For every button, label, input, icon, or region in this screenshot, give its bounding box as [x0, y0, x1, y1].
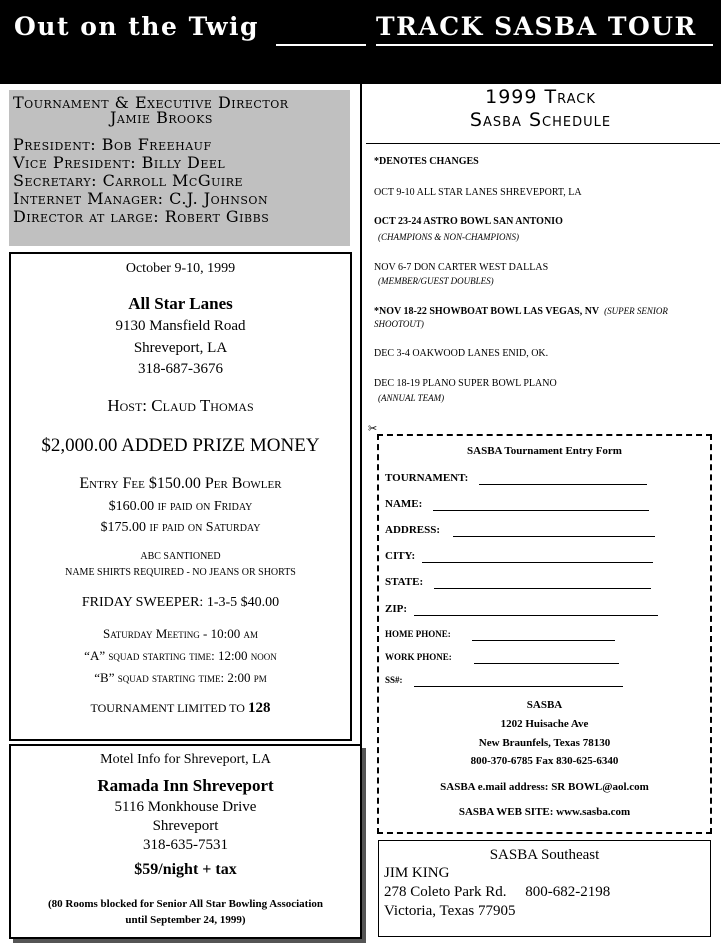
schedule-item-note: (ANNUAL TEAM)	[378, 393, 445, 403]
schedule-item: OCT 23-24 ASTRO BOWL SAN ANTONIO	[374, 216, 563, 227]
southeast-address: 278 Coleto Park Rd. 800-682-2198	[384, 884, 611, 900]
header-rule	[276, 44, 366, 46]
form-label-work-phone: WORK PHONE:	[385, 652, 452, 662]
tournament-field[interactable]	[479, 484, 647, 485]
motel-phone: 318-635-7531	[143, 837, 228, 853]
southeast-name: JIM KING	[384, 865, 450, 881]
director-name: Jamie Brooks	[110, 108, 213, 127]
event-date: October 9-10, 1999	[125, 261, 236, 276]
page-header	[0, 0, 721, 84]
form-label-tournament: TOURNAMENT:	[385, 472, 469, 484]
header-rule-right	[376, 44, 713, 46]
form-street: 1202 Huisache Ave	[500, 718, 589, 730]
motel-note-line2: until September 24, 1999)	[125, 914, 246, 926]
tournament-limit	[11, 701, 350, 716]
schedule-item: DEC 3-4 OAKWOOD LANES ENID, OK.	[374, 348, 549, 359]
officers-box	[9, 90, 350, 246]
host-line: Host: Claud Thomas	[107, 396, 254, 415]
form-label-home-phone: HOME PHONE:	[385, 629, 451, 639]
schedule-item: DEC 18-19 PLANO SUPER BOWL PLANO	[374, 378, 557, 389]
director-at-large-line: Director at large: Robert Gibbs	[13, 207, 270, 226]
motel-name: Ramada Inn Shreveport	[97, 776, 274, 795]
header-left-title: Out on the Twig	[14, 12, 259, 41]
home-phone-field[interactable]	[472, 640, 615, 641]
friday-sweeper: FRIDAY SWEEPER: 1-3-5 $40.00	[81, 595, 280, 610]
form-website: SASBA WEB SITE: www.sasba.com	[458, 806, 631, 818]
work-phone-field[interactable]	[474, 663, 619, 664]
motel-address: 5116 Monkhouse Drive	[114, 799, 257, 815]
fee-friday: $160.00 if paid on Friday	[108, 499, 253, 514]
schedule-item-note: (CHAMPIONS & NON-CHAMPIONS)	[378, 232, 519, 242]
vice-president-line: Vice President: Billy Deel	[13, 153, 226, 172]
schedule-item-note: (SUPER SENIOR	[604, 306, 668, 316]
header-right-title: TRACK SASBA TOUR	[376, 12, 697, 41]
motel-heading: Motel Info for Shreveport, LA	[100, 752, 271, 767]
southeast-heading: SASBA Southeast	[489, 847, 600, 863]
tournament-limit-number: 128	[247, 700, 271, 716]
tournament-info-box	[9, 252, 352, 741]
entry-form	[377, 434, 712, 834]
name-field[interactable]	[433, 510, 649, 511]
dress-code: NAME SHIRTS REQUIRED - NO JEANS OR SHORTS	[65, 567, 296, 578]
zip-field[interactable]	[414, 615, 658, 616]
changes-note: *DENOTES CHANGES	[374, 156, 479, 167]
schedule-item-note: SHOOTOUT)	[374, 319, 424, 329]
entry-fee: Entry Fee $150.00 Per Bowler	[79, 475, 282, 492]
southeast-contact-box	[378, 840, 711, 937]
schedule-item: OCT 9-10 ALL STAR LANES SHREVEPORT, LA	[374, 187, 582, 198]
motel-info-box	[9, 744, 362, 939]
venue-name: All Star Lanes	[128, 294, 233, 313]
schedule-item-note: (MEMBER/GUEST DOUBLES)	[378, 276, 494, 286]
schedule-item: NOV 6-7 DON CARTER WEST DALLAS	[374, 262, 549, 273]
venue-city: Shreveport, LA	[133, 340, 228, 356]
tournament-limit-label: TOURNAMENT LIMITED TO	[90, 701, 248, 715]
squad-b-time: “B” squad starting time: 2:00 pm	[94, 670, 267, 685]
form-email: SASBA e.mail address: SR BOWL@aol.com	[440, 781, 649, 793]
form-phones: 800-370-6785 Fax 830-625-6340	[470, 755, 619, 767]
venue-phone: 318-687-3676	[138, 361, 223, 377]
schedule-item-main: *NOV 18-22 SHOWBOAT BOWL LAS VEGAS, NV	[374, 306, 600, 317]
squad-a-time: “A” squad starting time: 12:00 noon	[84, 648, 277, 663]
sanction-note: ABC SANTIONED	[140, 551, 221, 562]
schedule-title-rule	[366, 143, 720, 144]
schedule-item	[374, 307, 668, 317]
schedule-title-line2: Sasba Schedule	[469, 109, 612, 131]
fee-saturday: $175.00 if paid on Saturday	[100, 520, 261, 535]
internet-manager-line: Internet Manager: C.J. Johnson	[13, 189, 269, 208]
form-label-address: ADDRESS:	[385, 524, 441, 536]
secretary-line: Secretary: Carroll McGuire	[13, 171, 244, 190]
saturday-meeting: Saturday Meeting - 10:00 am	[103, 626, 258, 641]
motel-city: Shreveport	[152, 818, 219, 834]
southeast-city: Victoria, Texas 77905	[384, 903, 516, 919]
city-field[interactable]	[422, 562, 653, 563]
form-title: SASBA Tournament Entry Form	[467, 445, 622, 457]
director-title: Tournament & Executive Director	[13, 93, 289, 112]
president-line: President: Bob Freehauf	[13, 135, 212, 154]
motel-rate: $59/night + tax	[134, 861, 237, 878]
address-field[interactable]	[453, 536, 655, 537]
state-field[interactable]	[434, 588, 651, 589]
scissors-icon: ✂	[368, 423, 378, 435]
form-label-state: STATE:	[385, 576, 424, 588]
form-label-ss: SS#:	[385, 675, 403, 685]
form-label-name: NAME:	[385, 498, 423, 510]
motel-note-line1: (80 Rooms blocked for Senior All Star Bowling Association	[47, 898, 324, 910]
schedule-title-line1: 1999 Track	[485, 86, 596, 108]
form-org: SASBA	[526, 699, 563, 711]
prize-money: $2,000.00 ADDED PRIZE MONEY	[41, 435, 320, 456]
form-label-zip: ZIP:	[385, 603, 407, 615]
form-label-city: CITY:	[385, 550, 416, 562]
form-city: New Braunfels, Texas 78130	[478, 737, 611, 749]
venue-address: 9130 Mansfield Road	[115, 318, 246, 334]
ss-field[interactable]	[414, 686, 623, 687]
